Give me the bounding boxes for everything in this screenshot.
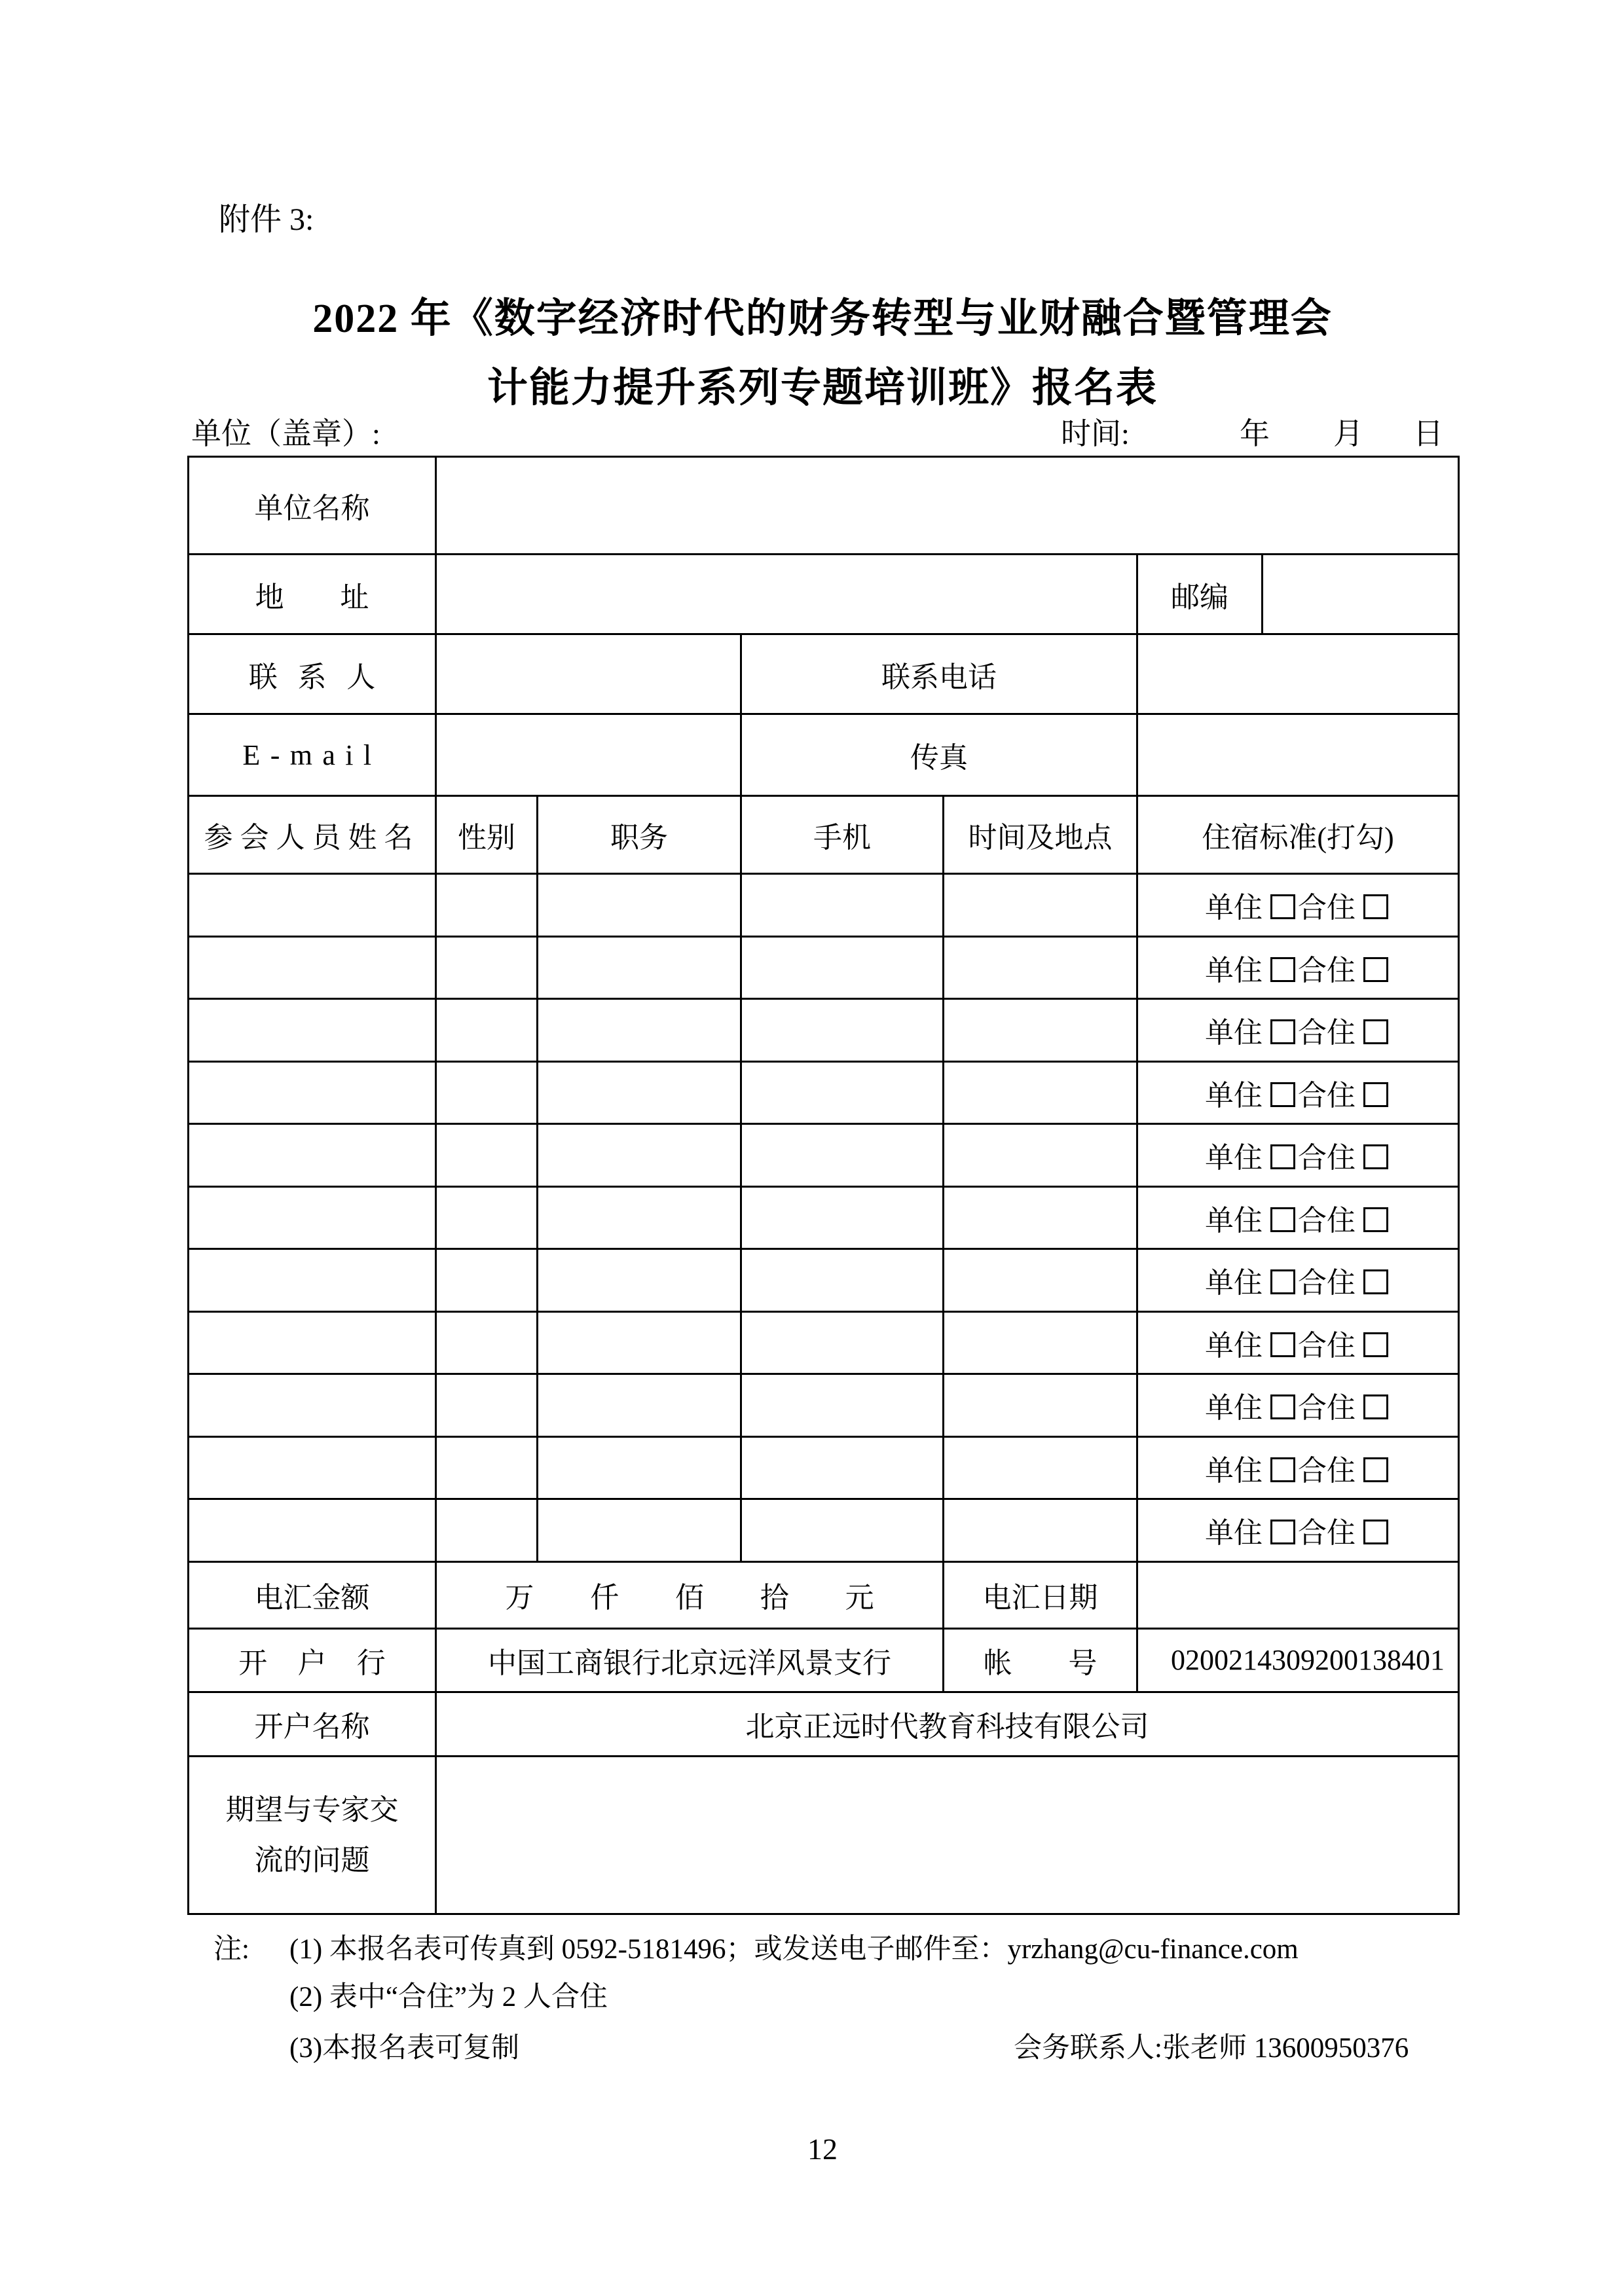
shared-room-checkbox[interactable] [1363, 1082, 1388, 1107]
single-room-label: 单住 [1205, 1454, 1263, 1487]
single-room-checkbox[interactable] [1270, 894, 1295, 919]
page-number: 12 [807, 2132, 838, 2166]
shared-room-label: 合住 [1298, 1454, 1356, 1487]
single-room-checkbox[interactable] [1270, 1394, 1295, 1419]
unit-name-input[interactable] [436, 457, 1459, 555]
time-place-cell[interactable] [944, 1249, 1137, 1312]
participant-row [189, 1499, 1459, 1562]
fax-input[interactable] [1137, 714, 1459, 796]
time-label: 时间: [1061, 417, 1130, 450]
lodging-cell [1137, 1249, 1459, 1312]
shared-room-label: 合住 [1298, 954, 1356, 987]
shared-room-label: 合住 [1298, 892, 1356, 924]
participant-name-cell[interactable] [189, 999, 436, 1062]
gender-cell[interactable] [436, 1249, 538, 1312]
participant-name-cell[interactable] [189, 1061, 436, 1124]
account-number-value: 0200214309200138401 [1137, 1628, 1459, 1692]
lodging-cell [1137, 1436, 1459, 1499]
notes-prefix: 注: [213, 1934, 249, 1965]
mobile-cell[interactable] [741, 1124, 944, 1187]
gender-cell[interactable] [436, 1436, 538, 1499]
shared-room-label: 合住 [1298, 1392, 1356, 1425]
gender-cell[interactable] [436, 874, 538, 937]
lodging-cell [1137, 999, 1459, 1062]
note-item-3: (3)本报名表可复制 [289, 2033, 520, 2064]
time-place-header: 时间及地点 [944, 796, 1137, 874]
time-place-cell[interactable] [944, 1436, 1137, 1499]
participant-name-cell[interactable] [189, 936, 436, 999]
participant-row [189, 874, 1459, 937]
single-room-checkbox[interactable] [1270, 1269, 1295, 1294]
form-title-line2: 计能力提升系列专题培训班》报名表 [487, 366, 1158, 410]
position-header: 职务 [538, 796, 741, 874]
fax-label: 传真 [741, 714, 1137, 796]
gender-cell[interactable] [436, 936, 538, 999]
note-item-1: (1) 本报名表可传真到 0592-5181496；或发送电子邮件至：yrzhang@cu-finance.com [289, 1934, 1299, 1965]
account-label: 帐 号 [944, 1628, 1137, 1692]
participant-name-cell[interactable] [189, 1499, 436, 1562]
single-room-label: 单住 [1205, 1517, 1263, 1550]
lodging-header: 住宿标准(打勾) [1137, 796, 1459, 874]
gender-cell[interactable] [436, 1124, 538, 1187]
participant-name-cell[interactable] [189, 1436, 436, 1499]
mobile-cell[interactable] [741, 1436, 944, 1499]
unit-stamp-label: 单位（盖章）: [191, 417, 380, 450]
lodging-cell [1137, 1311, 1459, 1374]
email-row [189, 714, 1459, 796]
participant-row [189, 1186, 1459, 1249]
bank-name-value: 中国工商银行北京远洋风景支行 [436, 1628, 944, 1692]
mobile-cell[interactable] [741, 1249, 944, 1312]
unit-name-label: 单位名称 [189, 457, 436, 555]
shared-room-checkbox[interactable] [1363, 1144, 1388, 1169]
gender-cell[interactable] [436, 999, 538, 1062]
shared-room-checkbox[interactable] [1363, 894, 1388, 919]
single-room-label: 单住 [1205, 1329, 1263, 1362]
gender-cell[interactable] [436, 1374, 538, 1437]
form-title-line1: 2022 年《数字经济时代的财务转型与业财融合暨管理会 [312, 297, 1333, 341]
single-room-label: 单住 [1205, 1392, 1263, 1425]
position-cell[interactable] [538, 1374, 741, 1437]
participant-name-cell[interactable] [189, 874, 436, 937]
single-room-checkbox[interactable] [1270, 1332, 1295, 1357]
remit-date-input[interactable] [1137, 1561, 1459, 1628]
time-month-label: 月 [1333, 417, 1363, 450]
time-place-cell[interactable] [944, 1124, 1137, 1187]
time-day-label: 日 [1413, 417, 1443, 450]
position-cell[interactable] [538, 1499, 741, 1562]
email-label: E-mail [189, 714, 436, 796]
contact-label: 联 系 人 [189, 634, 436, 714]
lodging-cell [1137, 1061, 1459, 1124]
single-room-checkbox[interactable] [1270, 1082, 1295, 1107]
bank-label: 开 户 行 [189, 1628, 436, 1692]
lodging-cell [1137, 1124, 1459, 1187]
participant-row [189, 1124, 1459, 1187]
bank-row [189, 1628, 1459, 1692]
lodging-cell [1137, 936, 1459, 999]
mobile-cell[interactable] [741, 936, 944, 999]
shared-room-label: 合住 [1298, 1142, 1356, 1175]
time-place-cell[interactable] [944, 1061, 1137, 1124]
single-room-checkbox[interactable] [1270, 1207, 1295, 1232]
participants-header-row [189, 796, 1459, 874]
account-name-label: 开户名称 [189, 1692, 436, 1756]
shared-room-checkbox[interactable] [1363, 1207, 1388, 1232]
mobile-cell[interactable] [741, 1311, 944, 1374]
participant-name-cell[interactable] [189, 1186, 436, 1249]
position-cell[interactable] [538, 1124, 741, 1187]
shared-room-label: 合住 [1298, 1267, 1356, 1300]
gender-cell[interactable] [436, 1186, 538, 1249]
participant-row [189, 999, 1459, 1062]
postcode-input[interactable] [1263, 555, 1459, 634]
single-room-label: 单住 [1205, 1204, 1263, 1237]
shared-room-checkbox[interactable] [1363, 1457, 1388, 1482]
participant-name-cell[interactable] [189, 1311, 436, 1374]
time-place-cell[interactable] [944, 999, 1137, 1062]
remit-amount-label: 电汇金额 [189, 1561, 436, 1628]
time-place-cell[interactable] [944, 936, 1137, 999]
unit-name-row [189, 457, 1459, 555]
shared-room-checkbox[interactable] [1363, 1332, 1388, 1357]
remit-units-label: 万 仟 佰 拾 元 [436, 1561, 944, 1628]
participant-name-header: 参会人员姓名 [189, 796, 436, 874]
expectation-label: 期望与专家交流的问题 [189, 1756, 436, 1914]
address-row [189, 555, 1459, 634]
registration-table [187, 456, 1460, 1915]
attachment-label: 附件 3: [219, 202, 314, 237]
shared-room-label: 合住 [1298, 1079, 1356, 1112]
participant-row [189, 1311, 1459, 1374]
single-room-label: 单住 [1205, 892, 1263, 924]
gender-header: 性别 [436, 796, 538, 874]
position-cell[interactable] [538, 1186, 741, 1249]
contact-row [189, 634, 1459, 714]
position-cell[interactable] [538, 1436, 741, 1499]
single-room-checkbox[interactable] [1270, 1019, 1295, 1044]
shared-room-checkbox[interactable] [1363, 1269, 1388, 1294]
time-place-cell[interactable] [944, 1374, 1137, 1437]
address-label: 地 址 [189, 555, 436, 634]
shared-room-label: 合住 [1298, 1329, 1356, 1362]
remit-row [189, 1561, 1459, 1628]
mobile-cell[interactable] [741, 874, 944, 937]
lodging-cell [1137, 1374, 1459, 1437]
single-room-checkbox[interactable] [1270, 957, 1295, 982]
postcode-label: 邮编 [1137, 555, 1263, 634]
expectation-input[interactable] [436, 1756, 1459, 1914]
mobile-cell[interactable] [741, 1499, 944, 1562]
note-item-2: (2) 表中“合住”为 2 人合住 [289, 1982, 608, 2013]
participant-row [189, 1061, 1459, 1124]
mobile-cell[interactable] [741, 1374, 944, 1437]
position-cell[interactable] [538, 1061, 741, 1124]
single-room-checkbox[interactable] [1270, 1457, 1295, 1482]
time-place-cell[interactable] [944, 874, 1137, 937]
lodging-cell [1137, 874, 1459, 937]
time-year-label: 年 [1240, 417, 1270, 450]
mobile-cell[interactable] [741, 999, 944, 1062]
time-place-cell[interactable] [944, 1186, 1137, 1249]
gender-cell[interactable] [436, 1311, 538, 1374]
time-place-cell[interactable] [944, 1499, 1137, 1562]
participant-row [189, 1436, 1459, 1499]
position-cell[interactable] [538, 1249, 741, 1312]
mobile-cell[interactable] [741, 1186, 944, 1249]
participant-name-cell[interactable] [189, 1249, 436, 1312]
participant-name-cell[interactable] [189, 1374, 436, 1437]
position-cell[interactable] [538, 999, 741, 1062]
expectation-row [189, 1756, 1459, 1914]
shared-room-checkbox[interactable] [1363, 1019, 1388, 1044]
address-input[interactable] [436, 555, 1137, 634]
participant-row [189, 936, 1459, 999]
participant-row [189, 1249, 1459, 1312]
shared-room-checkbox[interactable] [1363, 1394, 1388, 1419]
position-cell[interactable] [538, 936, 741, 999]
lodging-cell [1137, 1186, 1459, 1249]
position-cell[interactable] [538, 1311, 741, 1374]
account-name-value: 北京正远时代教育科技有限公司 [436, 1692, 1459, 1756]
shared-room-checkbox[interactable] [1363, 957, 1388, 982]
single-room-label: 单住 [1205, 1079, 1263, 1112]
single-room-label: 单住 [1205, 1017, 1263, 1049]
conference-contact: 会务联系人:张老师 13600950376 [1014, 2033, 1409, 2064]
time-place-cell[interactable] [944, 1311, 1137, 1374]
single-room-checkbox[interactable] [1270, 1144, 1295, 1169]
shared-room-label: 合住 [1298, 1204, 1356, 1237]
single-room-checkbox[interactable] [1270, 1520, 1295, 1544]
participant-name-cell[interactable] [189, 1124, 436, 1187]
gender-cell[interactable] [436, 1061, 538, 1124]
single-room-label: 单住 [1205, 1267, 1263, 1300]
single-room-label: 单住 [1205, 1142, 1263, 1175]
participant-row [189, 1374, 1459, 1437]
gender-cell[interactable] [436, 1499, 538, 1562]
remit-date-label: 电汇日期 [944, 1561, 1137, 1628]
shared-room-label: 合住 [1298, 1517, 1356, 1550]
shared-room-label: 合住 [1298, 1017, 1356, 1049]
email-input[interactable] [436, 714, 741, 796]
mobile-cell[interactable] [741, 1061, 944, 1124]
position-cell[interactable] [538, 874, 741, 937]
account-name-row [189, 1692, 1459, 1756]
mobile-header: 手机 [741, 796, 944, 874]
shared-room-checkbox[interactable] [1363, 1520, 1388, 1544]
contact-name-input[interactable] [436, 634, 741, 714]
phone-input[interactable] [1137, 634, 1459, 714]
phone-label: 联系电话 [741, 634, 1137, 714]
lodging-cell [1137, 1499, 1459, 1562]
single-room-label: 单住 [1205, 954, 1263, 987]
